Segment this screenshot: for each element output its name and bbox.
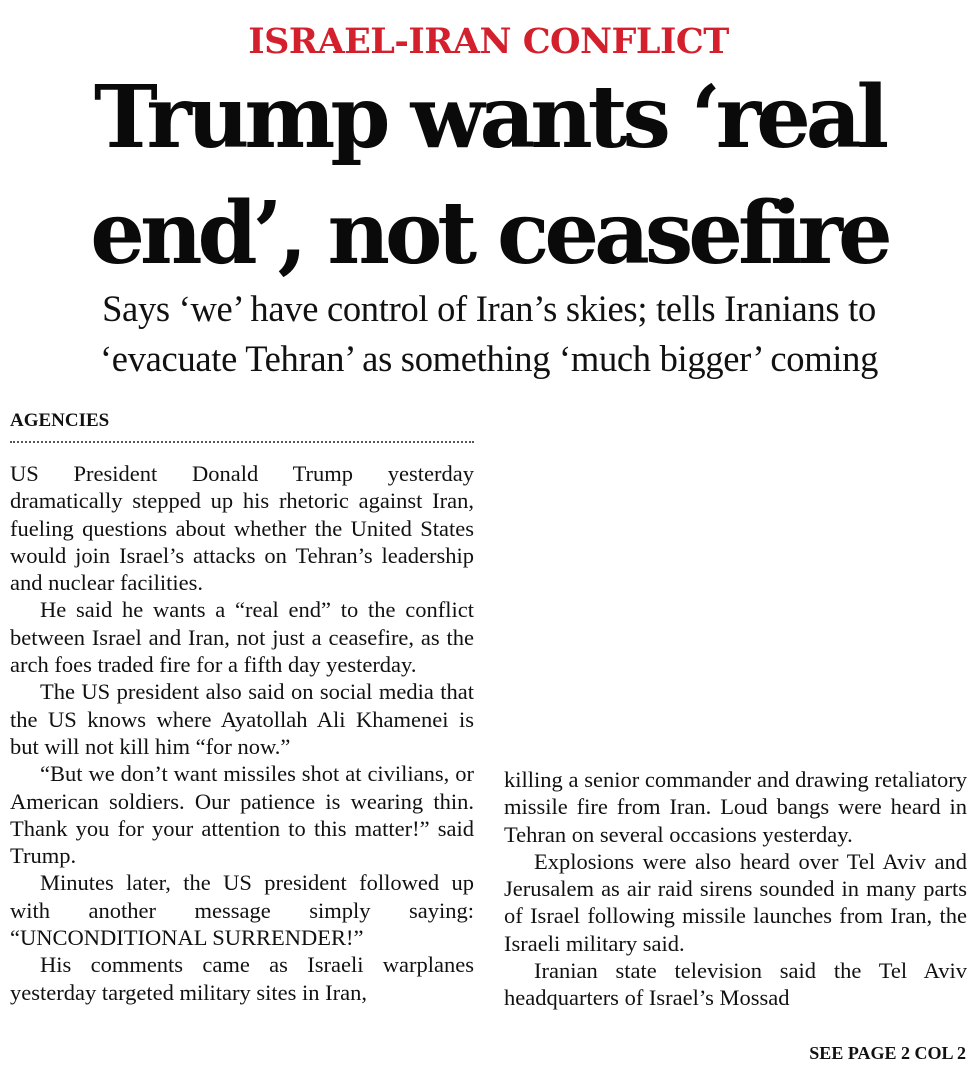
paragraph: US President Donald Trump yesterday dramatically stepped up his rhetoric against Iran, fueling questions about whether the United States would join Israel’s attacks on Tehran’s leadership and nuclear facilities. xyxy=(10,461,474,596)
byline: AGENCIES xyxy=(10,410,110,431)
paragraph: killing a senior commander and drawing retaliatory missile fire from Iran. Loud bangs were heard in Tehran on several occasions yesterday. xyxy=(504,767,967,847)
standfirst-line-1: Says ‘we’ have control of Iran’s skies; tells Iranians to xyxy=(102,288,876,329)
headline-line-2: end’, not ceasefire xyxy=(90,183,888,284)
paragraph: The US president also said on social media that the US knows where Ayatollah Ali Khamenei is but will not kill him “for now.” xyxy=(10,679,474,759)
headline xyxy=(8,60,970,292)
standfirst xyxy=(6,284,972,384)
byline-divider xyxy=(10,441,474,443)
paragraph: Explosions were also heard over Tel Aviv and Jerusalem as air raid sirens sounded in many parts of Israel following missile launches from Iran, the Israeli military said. xyxy=(504,848,967,956)
section-kicker: ISRAEL-IRAN CONFLICT xyxy=(248,21,729,62)
article-column-1 xyxy=(10,460,474,1060)
paragraph: Iranian state television said the Tel Aviv headquarters of Israel’s Mossad xyxy=(504,958,967,1011)
paragraph: “But we don’t want missiles shot at civilians, or American soldiers. Our patience is wearing thin. Thank you for your attention to this matter!” said Trump. xyxy=(10,761,474,869)
standfirst-line-2: ‘evacuate Tehran’ as something ‘much bigger’ coming xyxy=(99,338,879,379)
headline-line-1: Trump wants ‘real xyxy=(93,67,885,168)
continuation-jump: SEE PAGE 2 COL 2 xyxy=(809,1043,966,1063)
article-column-2 xyxy=(504,766,967,1046)
paragraph: Minutes later, the US president followed up with another message simply saying: “UNCONDITIONAL SURRENDER!” xyxy=(10,870,474,951)
paragraph: He said he wants a “real end” to the conflict between Israel and Iran, not just a ceasefire, as the arch foes traded fire for a fifth day yesterday. xyxy=(10,597,474,678)
paragraph: His comments came as Israeli warplanes yesterday targeted military sites in Iran, xyxy=(10,952,474,1005)
